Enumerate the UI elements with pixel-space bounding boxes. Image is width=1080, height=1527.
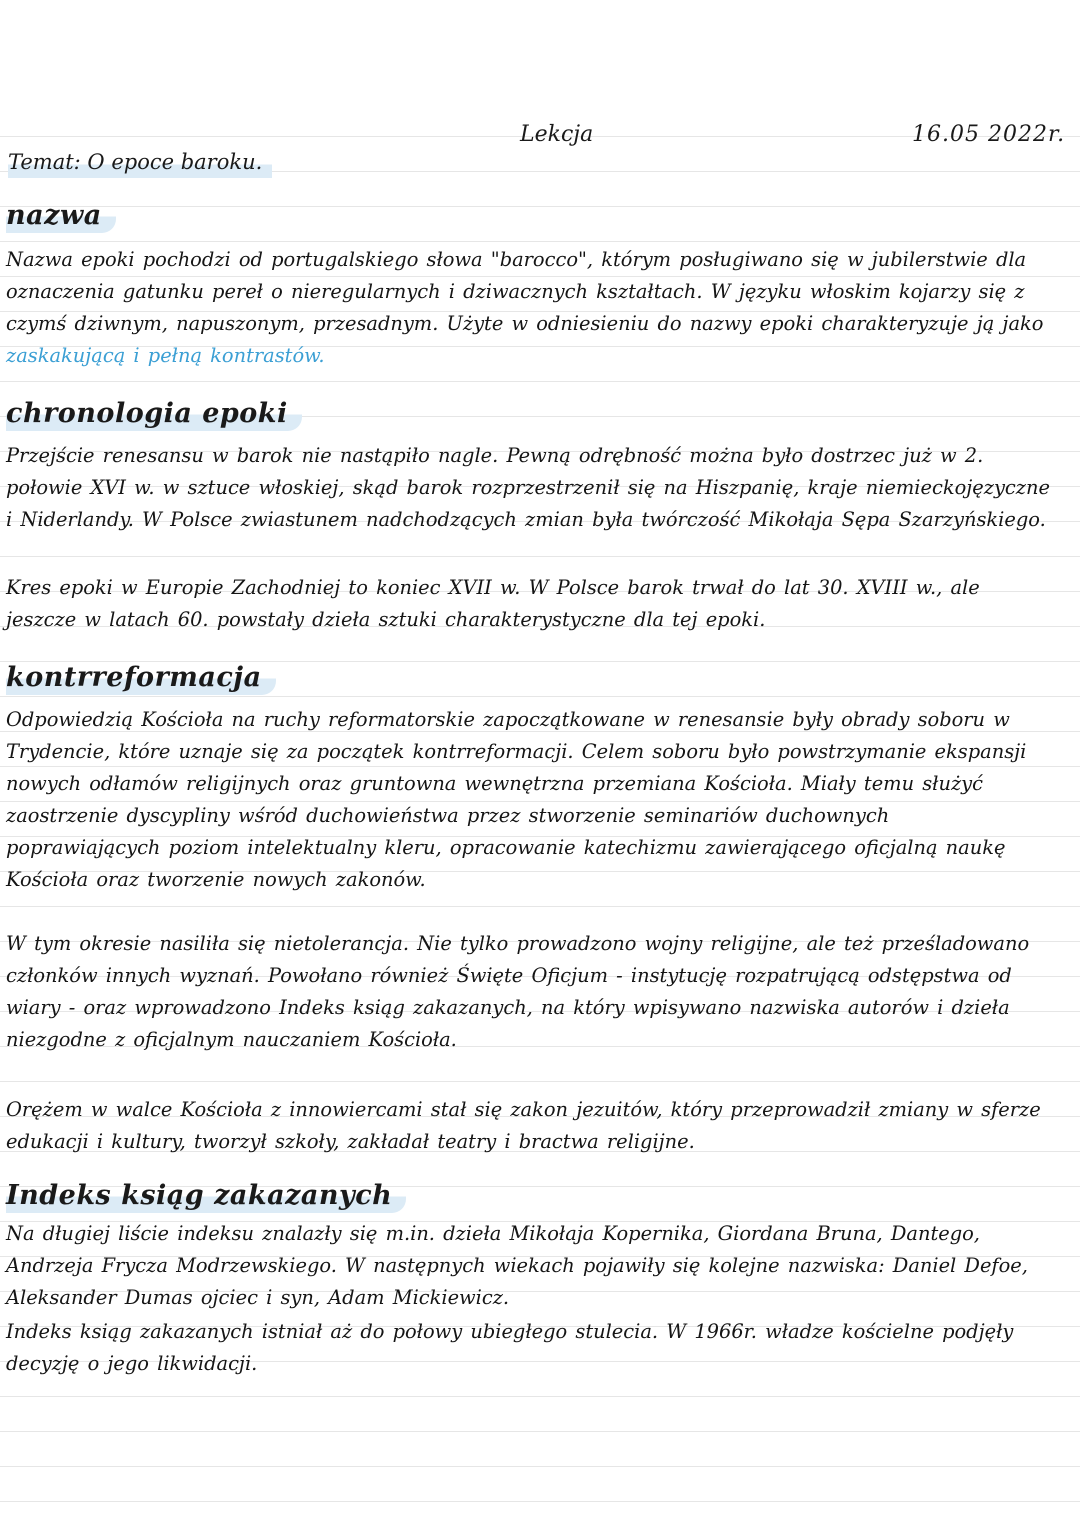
page-header [0, 118, 1080, 152]
lesson-date: 16.05 2022r. [912, 122, 1066, 147]
nazwa-highlight: zaskakującą i pełną kontrastów. [6, 344, 325, 367]
paragraph-indeks-2: Indeks ksiąg zakazanych istniał aż do połowy ubiegłego stulecia. W 1966r. władze kościelne podjęły decyzję o jego likwidacji. [6, 1320, 1014, 1375]
lesson-label: Lekcja [520, 122, 594, 147]
heading-kontrreformacja: kontrreformacja [6, 662, 276, 695]
paragraph-chronologia-1: Przejście renesansu w barok nie nastąpiło nagle. Pewną odrębność można było dostrzec już w 2. połowie XVI w. w sztuce włoskiej, skąd barok rozprzestrzenił się na Hiszpanię, kraje niemieckojęzyczne i Niderlandy. W Polsce zwiastunem nadchodzących zmian była twórczość Mikołaja Sępa Szarzyńskiego. [6, 444, 1050, 531]
paragraph-kontrreformacja-1: Odpowiedzią Kościoła na ruchy reformatorskie zapoczątkowane w renesansie były obrady soboru w Trydencie, które uznaje się za początek kontrreformacji. Celem soboru było powstrzymanie ekspansji nowych odłamów religijnych oraz gruntowna wewnętrzna przemiana Kościoła. Miały temu służyć zaostrzenie dyscypliny wśród duchowieństwa przez stworzenie seminariów duchownych poprawiających poziom intelektualny kleru, opracowanie katechizmu zawierającego oficjalną naukę Kościoła oraz tworzenie nowych zakonów. [6, 708, 1027, 891]
paragraph-chronologia-2: Kres epoki w Europie Zachodniej to koniec XVII w. W Polsce barok trwał do lat 30. XVIII w., ale jeszcze w latach 60. powstały dzieła sztuki charakterystyczne dla tej epoki. [6, 576, 980, 631]
paragraph-kontrreformacja-3: Orężem w walce Kościoła z innowiercami stał się zakon jezuitów, który przeprowadził zmiany w sferze edukacji i kultury, tworzył szkoły, zakładał teatry i bractwa religijne. [6, 1098, 1041, 1153]
topic-row [8, 148, 272, 178]
heading-chronologia: chronologia epoki [6, 398, 302, 431]
heading-nazwa: nazwa [6, 200, 116, 233]
heading-indeks: Indeks ksiąg zakazanych [6, 1180, 406, 1213]
page-title: Temat: O epoce baroku. [8, 148, 272, 178]
nazwa-text: Nazwa epoki pochodzi od portugalskiego słowa "barocco", którym posługiwano się w jubilerstwie dla oznaczenia gatunku pereł o nieregularnych i dziwacznych kształtach. W języku włoskim kojarzy się z czymś dziwnym, napuszonym, przesadnym. Użyte w odniesieniu do nazwy epoki charakteryzuje ją jako [6, 248, 1044, 335]
paragraph-indeks-1: Na długiej liście indeksu znalazły się m.in. dzieła Mikołaja Kopernika, Giordana Bruna, Dantego, Andrzeja Frycza Modrzewskiego. W następnych wiekach pojawiły się kolejne nazwiska: Daniel Defoe, Aleksander Dumas ojciec i syn, Adam Mickiewicz. [6, 1222, 1028, 1309]
paragraph-nazwa [6, 244, 1051, 372]
paragraph-kontrreformacja-2: W tym okresie nasiliła się nietolerancja. Nie tylko prowadzono wojny religijne, ale też prześladowano członków innych wyznań. Powołano również Święte Oficjum - instytucję rozpatrującą odstępstwa od wiary - oraz wprowadzono Indeks ksiąg zakazanych, na który wpisywano nazwiska autorów i dzieła niezgodne z oficjalnym nauczaniem Kościoła. [6, 932, 1030, 1051]
